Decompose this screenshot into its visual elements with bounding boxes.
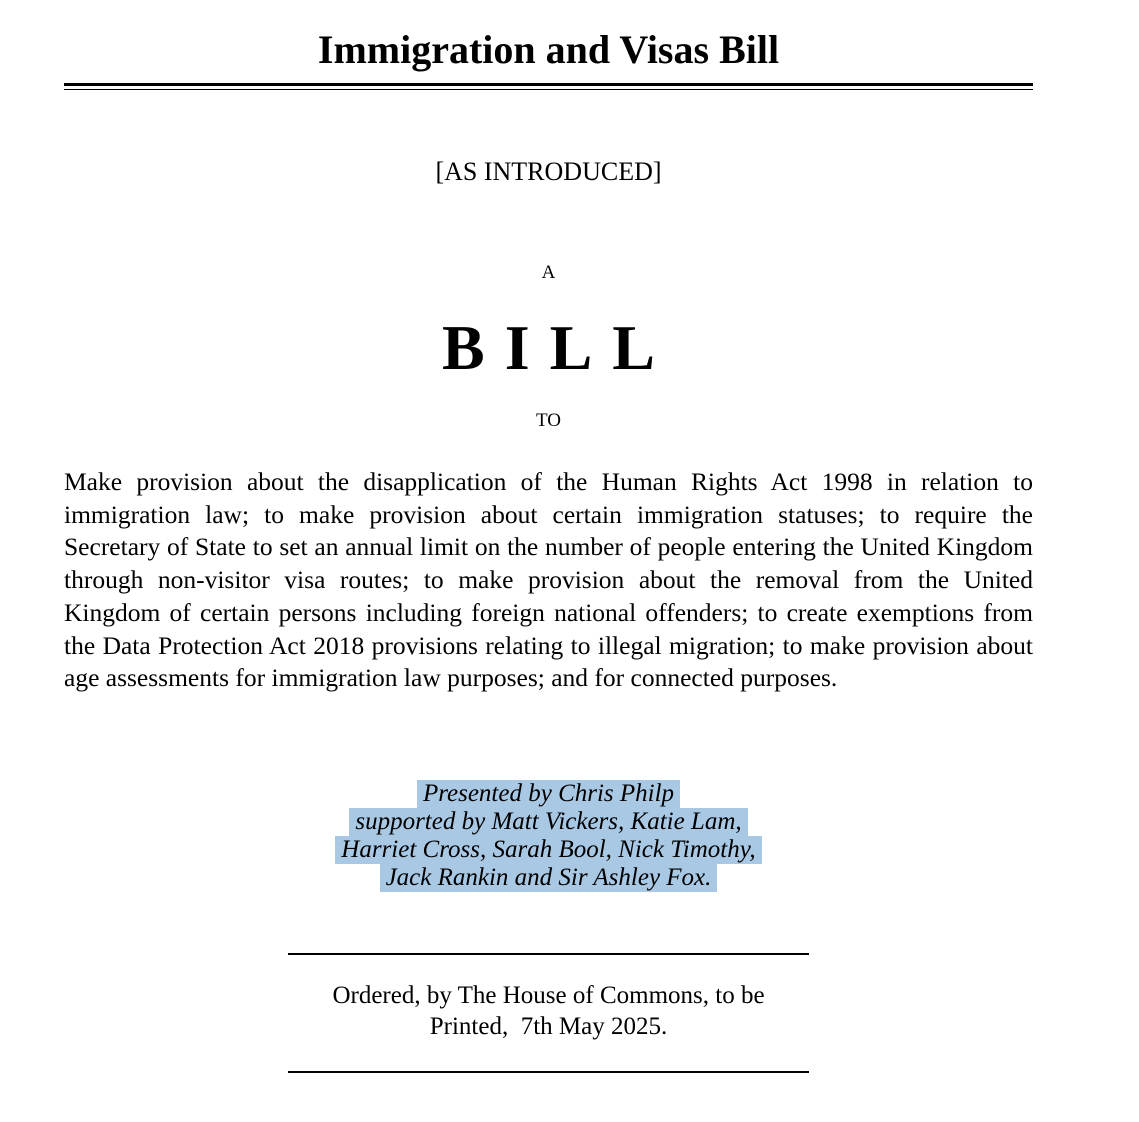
ordered-bottom-rule [288, 1071, 809, 1073]
ordered-line: Printed, 7th May 2025. [429, 1013, 668, 1040]
presenters-line[interactable]: Presented by Chris Philp [417, 780, 680, 808]
presenters-block[interactable] [0, 780, 1097, 892]
ordered-to-print [0, 980, 1097, 1042]
ordered-line: Ordered, by The House of Commons, to be [332, 982, 765, 1009]
bill-title: Immigration and Visas Bill [317, 27, 780, 72]
presenters-line[interactable]: Jack Rankin and Sir Ashley Fox. [380, 864, 718, 892]
ordered-top-rule [288, 953, 809, 955]
preamble-to: TO [536, 410, 561, 431]
preamble-a: A [541, 262, 556, 283]
presenters-line[interactable]: supported by Matt Vickers, Katie Lam, [349, 808, 747, 836]
presenters-line[interactable]: Harriet Cross, Sarah Bool, Nick Timothy, [335, 836, 761, 864]
long-title-paragraph[interactable]: Make provision about the disapplication of the Human Rights Act 1998 in relation to immigration law; to make provision about certain immigration statuses; to require the Secretary of State to set an annual limit on the number of people entering the United Kingdom through non-visitor visa routes; to make provision about the removal from the United Kingdom of certain persons including foreign national offenders; to create exemptions from the Data Protection Act 2018 provisions relating to illegal migration; to make provision about age assessments for immigration law purposes; and for connected purposes. [64, 467, 1033, 693]
bill-heading: BILL [442, 312, 675, 383]
bill-status: [AS INTRODUCED] [435, 157, 662, 186]
title-double-rule [64, 83, 1033, 90]
